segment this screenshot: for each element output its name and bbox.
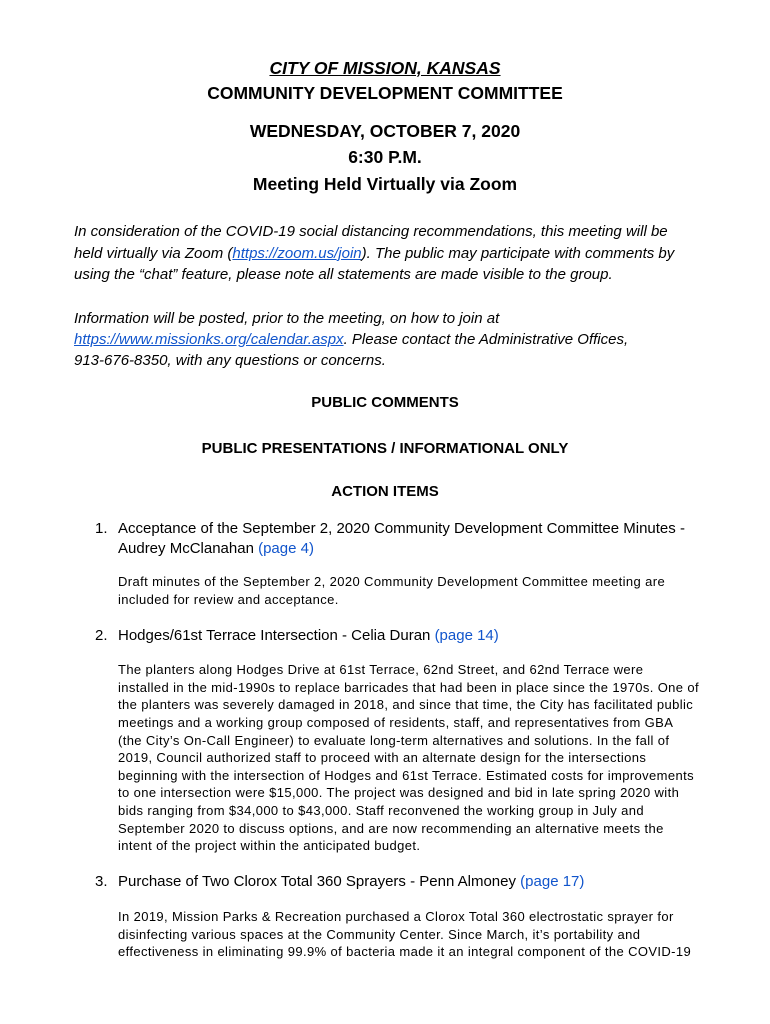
item-title-line: Hodges/61st Terrace Intersection - Celia Duran [118, 627, 431, 644]
notice-line [74, 243, 674, 265]
action-item-2-description [118, 661, 699, 855]
item-description-line: bids ranging from $34,000 to $43,000. Staff reconvened the working group in July and [118, 802, 645, 818]
calendar-link[interactable]: https://www.missionks.org/calendar.aspx [74, 330, 344, 348]
meeting-venue: Meeting Held Virtually via Zoom [252, 173, 518, 194]
item-title-line: Audrey McClanahan [118, 540, 254, 557]
notice-text: ). The public may participate with comments by [361, 244, 675, 262]
page-reference-link[interactable]: (page 17) [520, 873, 585, 890]
zoom-join-link[interactable]: https://zoom.us/join [232, 244, 362, 262]
item-description-line: the planters was severely damaged in 2018, and since that time, the City has facilitated public [118, 697, 694, 713]
notice-text: . Please contact the Administrative Offices, [343, 330, 629, 348]
meeting-date: WEDNESDAY, OCTOBER 7, 2020 [249, 120, 521, 141]
notice-line: 913-676-8350, with any questions or concerns. [74, 351, 386, 369]
item-description-line: included for review and acceptance. [118, 592, 339, 607]
agenda-header [0, 56, 770, 106]
section-heading-public-presentations: PUBLIC PRESENTATIONS / INFORMATIONAL ONLY [201, 440, 569, 457]
section-heading-public-comments: PUBLIC COMMENTS [311, 394, 459, 411]
item-description-line: September 2020 to discuss options, and are now recommending an alternative meets the [118, 820, 664, 836]
action-item-1-description [118, 573, 665, 609]
section-heading-action-items: ACTION ITEMS [331, 483, 439, 500]
item-number: 3. [95, 873, 108, 890]
notice-text: held virtually via Zoom ( [74, 244, 233, 262]
notice-paragraph-covid [74, 221, 674, 286]
notice-line: In consideration of the COVID-19 social distancing recommendations, this meeting will be [74, 223, 668, 241]
item-description-line: (the City’s On-Call Engineer) to evaluate long-term alternatives and solutions. In the fall of [118, 732, 670, 748]
item-description-line: 2019, Council authorized staff to proceed with an alternate design for the intersections [118, 750, 647, 766]
page-reference-link[interactable]: (page 4) [258, 540, 314, 557]
item-description-line: The planters along Hodges Drive at 61st Terrace, 62nd Street, and 62nd Terrace were [118, 662, 644, 678]
item-description-line: In 2019, Mission Parks & Recreation purchased a Clorox Total 360 electrostatic sprayer for [118, 909, 674, 925]
item-number: 1. [95, 520, 108, 537]
action-item-3-title [95, 872, 584, 892]
item-number: 2. [95, 627, 108, 644]
action-item-2-title [95, 626, 499, 646]
action-item-1-title [95, 519, 685, 559]
notice-line: Information will be posted, prior to the meeting, on how to join at [74, 309, 500, 327]
item-description-line: effectiveness in eliminating 99.9% of bacteria made it an integral component of the COVID-19 [118, 944, 692, 960]
item-title-line: Acceptance of the September 2, 2020 Community Development Committee Minutes - [118, 520, 685, 537]
item-description-line: intent of the project within the anticipated budget. [118, 838, 421, 854]
committee-title: COMMUNITY DEVELOPMENT COMMITTEE [207, 82, 563, 103]
city-title: CITY OF MISSION, KANSAS [269, 57, 501, 78]
action-item-3-description [118, 908, 691, 961]
page-reference-link[interactable]: (page 14) [434, 627, 499, 644]
item-description-line: disinfecting various spaces at the Community Center. Since March, it’s portability and [118, 926, 641, 942]
item-description-line: beginning with the intersection of Hodges and 61st Terrace. Estimated costs for improvements [118, 767, 694, 783]
item-title-line: Purchase of Two Clorox Total 360 Sprayers - Penn Almoney [118, 873, 516, 890]
meeting-time: 6:30 P.M. [348, 147, 422, 168]
notice-line [74, 329, 628, 350]
notice-paragraph-info [74, 308, 628, 371]
meeting-info [0, 118, 770, 198]
item-description-line: meetings and a working group composed of residents, staff, and representatives from GBA [118, 714, 674, 730]
item-description-line: Draft minutes of the September 2, 2020 Community Development Committee meeting are [118, 574, 666, 589]
item-description-line: installed in the mid-1990s to replace barricades that had been in place since the 1970s. One of [118, 679, 700, 695]
notice-line: using the “chat” feature, please note all statements are made visible to the group. [74, 266, 613, 284]
item-description-line: to one intersection were $15,000. The project was designed and bid in late spring 2020 with [118, 785, 680, 801]
